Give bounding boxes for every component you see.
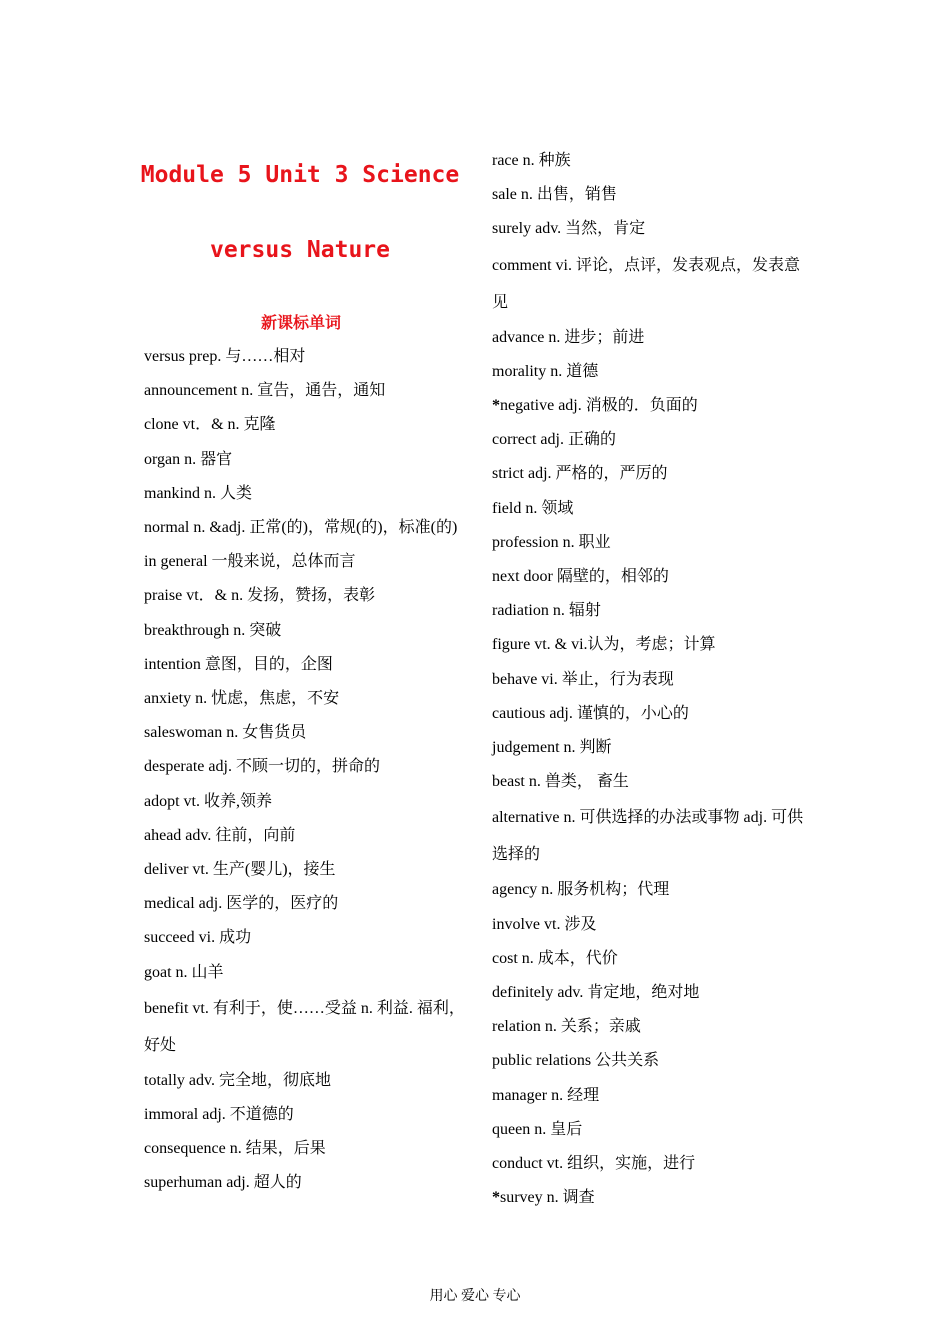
vocab-entry: strict adj. 严格的，严厉的 bbox=[492, 465, 668, 483]
vocab-entry: conduct vt. 组织，实施，进行 bbox=[492, 1155, 696, 1173]
vocab-entry: field n. 领域 bbox=[492, 499, 574, 517]
vocab-entry: surely adv. 当然，肯定 bbox=[492, 220, 646, 238]
vocab-entry: behave vi. 举止，行为表现 bbox=[492, 670, 674, 688]
vocab-entry: in general 一般来说，总体而言 bbox=[144, 553, 356, 571]
vocab-entry: correct adj. 正确的 bbox=[492, 431, 616, 449]
vocab-entry: saleswoman n. 女售货员 bbox=[144, 724, 307, 742]
section-heading: 新课标单词 bbox=[260, 313, 341, 332]
vocab-entry: agency n. 服务机构；代理 bbox=[492, 881, 670, 899]
vocab-entry: cautious adj. 谨慎的，小心的 bbox=[492, 704, 689, 722]
vocab-entry: *survey n. 调查 bbox=[492, 1189, 595, 1207]
vocab-entry: intention 意图，目的，企图 bbox=[144, 655, 333, 673]
vocab-entry: organ n. 器官 bbox=[144, 450, 233, 468]
vocab-entry: announcement n. 宣告，通告，通知 bbox=[144, 382, 386, 400]
vocab-entry: consequence n. 结果，后果 bbox=[144, 1140, 326, 1158]
vocab-entry: adopt vt. 收养,领养 bbox=[144, 792, 272, 810]
vocab-entry: superhuman adj. 超人的 bbox=[144, 1174, 302, 1192]
vocab-entry: sale n. 出售，销售 bbox=[492, 186, 617, 204]
vocab-entry: beast n. 兽类， 畜生 bbox=[492, 773, 629, 791]
vocab-entry: succeed vi. 成功 bbox=[144, 929, 252, 947]
vocab-entry: figure vt. & vi.认为，考虑；计算 bbox=[492, 636, 716, 654]
vocab-entry: deliver vt. 生产(婴儿)，接生 bbox=[144, 861, 336, 879]
vocab-entry: advance n. 进步；前进 bbox=[492, 328, 645, 346]
vocab-entry: judgement n. 判断 bbox=[492, 739, 612, 757]
vocab-entry: ahead adv. 往前，向前 bbox=[144, 826, 296, 844]
vocab-entry: next door 隔壁的，相邻的 bbox=[492, 568, 669, 586]
vocab-entry: anxiety n. 忧虑，焦虑，不安 bbox=[144, 690, 340, 708]
page-title: Module 5 Unit 3 Science bbox=[140, 162, 460, 188]
vocab-entry: cost n. 成本，代价 bbox=[492, 949, 618, 967]
vocab-entry: comment vi. 评论，点评，发表观点，发表意见 bbox=[492, 256, 800, 311]
vocab-entry: clone vt．& n. 克隆 bbox=[144, 416, 276, 434]
vocab-entry: race n. 种族 bbox=[492, 152, 571, 169]
vocab-entry: desperate adj. 不顾一切的，拼命的 bbox=[144, 758, 380, 776]
vocab-entry: normal n. &adj. 正常(的)，常规(的)，标准(的) bbox=[144, 519, 458, 537]
vocab-entry: alternative n. 可供选择的办法或事物 adj. 可供选择的 bbox=[492, 809, 804, 864]
vocab-entry: versus prep. 与……相对 bbox=[144, 348, 306, 365]
vocab-entry: queen n. 皇后 bbox=[492, 1120, 583, 1138]
vocab-entry: definitely adv. 肯定地，绝对地 bbox=[492, 984, 700, 1002]
vocab-entry: benefit vt. 有利于，使……受益 n. 利益. 福利，好处 bbox=[144, 999, 465, 1054]
vocab-entry: public relations 公共关系 bbox=[492, 1052, 660, 1070]
vocab-entry: totally adv. 完全地，彻底地 bbox=[144, 1071, 331, 1089]
vocab-entry: *negative adj. 消极的．负面的 bbox=[492, 397, 698, 415]
vocab-entry: manager n. 经理 bbox=[492, 1086, 600, 1104]
vocab-entry: radiation n. 辐射 bbox=[492, 602, 601, 620]
vocab-entry: immoral adj. 不道德的 bbox=[144, 1106, 294, 1124]
vocab-list-right bbox=[492, 144, 812, 1215]
page-footer: 用心 爱心 专心 bbox=[429, 1289, 521, 1304]
vocab-entry: involve vt. 涉及 bbox=[492, 915, 597, 933]
vocab-entry: praise vt．& n. 发扬，赞扬，表彰 bbox=[144, 587, 376, 605]
vocab-entry: relation n. 关系；亲戚 bbox=[492, 1018, 641, 1036]
vocab-entry: morality n. 道德 bbox=[492, 362, 599, 380]
vocab-entry: breakthrough n. 突破 bbox=[144, 621, 282, 639]
page-title-continued: versus Nature bbox=[209, 237, 390, 263]
vocab-entry: goat n. 山羊 bbox=[144, 963, 224, 981]
vocab-entry: mankind n. 人类 bbox=[144, 484, 252, 502]
vocab-list-left bbox=[144, 340, 474, 1201]
vocab-entry: medical adj. 医学的，医疗的 bbox=[144, 895, 339, 913]
vocab-entry: profession n. 职业 bbox=[492, 533, 611, 551]
